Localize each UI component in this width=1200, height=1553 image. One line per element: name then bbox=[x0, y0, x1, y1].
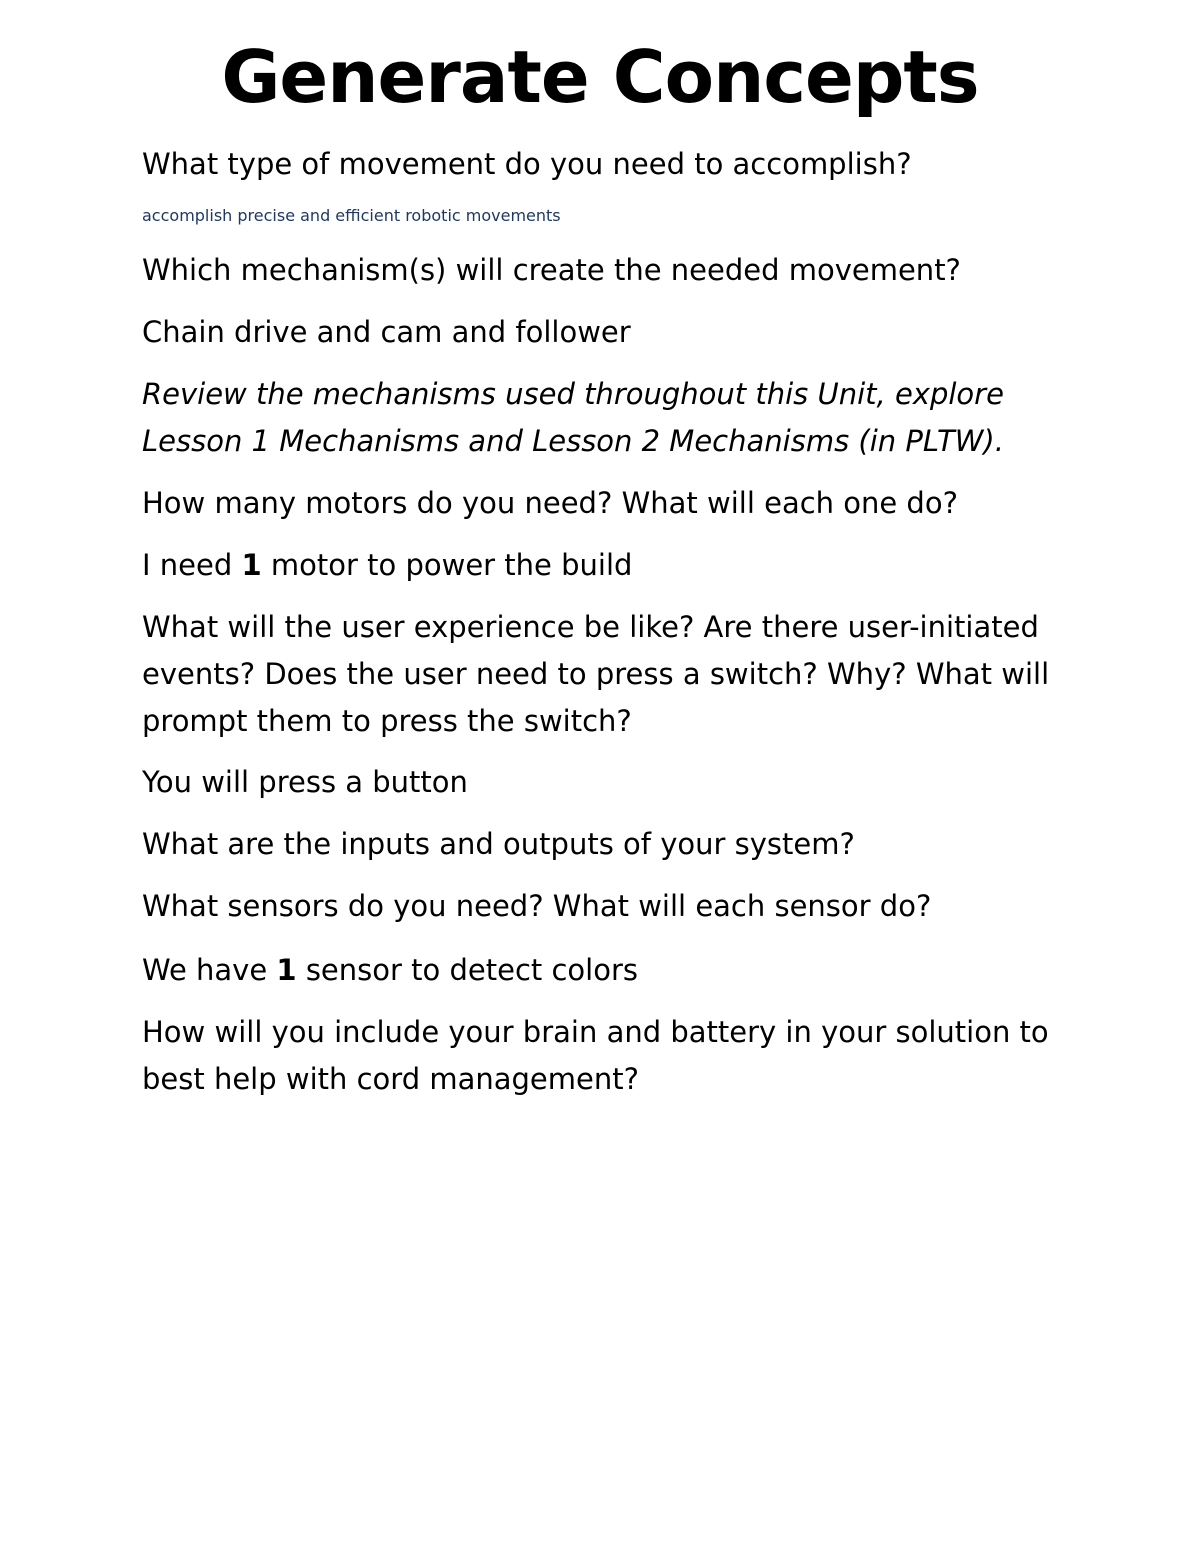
question-sensors: What sensors do you need? What will each sensor do? bbox=[142, 889, 932, 923]
question-movement: What type of movement do you need to accomplish? bbox=[142, 147, 912, 181]
answer-sensors-suffix: sensor to detect colors bbox=[296, 953, 638, 987]
answer-motors bbox=[142, 542, 1062, 589]
review-note-line-1: Review the mechanisms used throughout this Unit, explore bbox=[142, 377, 1004, 411]
review-note-line-2: Lesson 1 Mechanisms and Lesson 2 Mechanisms (in PLTW). bbox=[142, 424, 1004, 458]
page-title: Generate Concepts bbox=[221, 35, 979, 119]
question-user-experience bbox=[142, 604, 1062, 745]
answer-sensors bbox=[142, 947, 1062, 994]
answer-motors-count: 1 bbox=[241, 548, 262, 582]
question-brain-battery bbox=[142, 1009, 1062, 1103]
question-motors: How many motors do you need? What will each one do? bbox=[142, 486, 958, 520]
answer-motors-suffix: motor to power the build bbox=[261, 548, 633, 582]
answer-sensors-prefix: We have bbox=[142, 953, 277, 987]
question-inputs-outputs: What are the inputs and outputs of your system? bbox=[142, 827, 855, 861]
answer-mechanism: Chain drive and cam and follower bbox=[142, 315, 631, 349]
question-mechanism: Which mechanism(s) will create the needed movement? bbox=[142, 253, 961, 287]
question-brain-line-1: How will you include your brain and battery in your solution to bbox=[142, 1015, 1049, 1049]
review-note bbox=[142, 371, 1062, 465]
answer-sensors-count: 1 bbox=[276, 953, 297, 987]
question-user-line-2: events? Does the user need to press a switch? Why? What will bbox=[142, 657, 1050, 691]
answer-motors-prefix: I need bbox=[142, 548, 242, 582]
question-user-line-3: prompt them to press the switch? bbox=[142, 704, 632, 738]
question-brain-line-2: best help with cord management? bbox=[142, 1062, 639, 1096]
question-user-line-1: What will the user experience be like? Are there user-initiated bbox=[142, 610, 1039, 644]
answer-user-experience: You will press a button bbox=[142, 765, 468, 799]
answer-movement: accomplish precise and efficient robotic movements bbox=[142, 206, 561, 225]
